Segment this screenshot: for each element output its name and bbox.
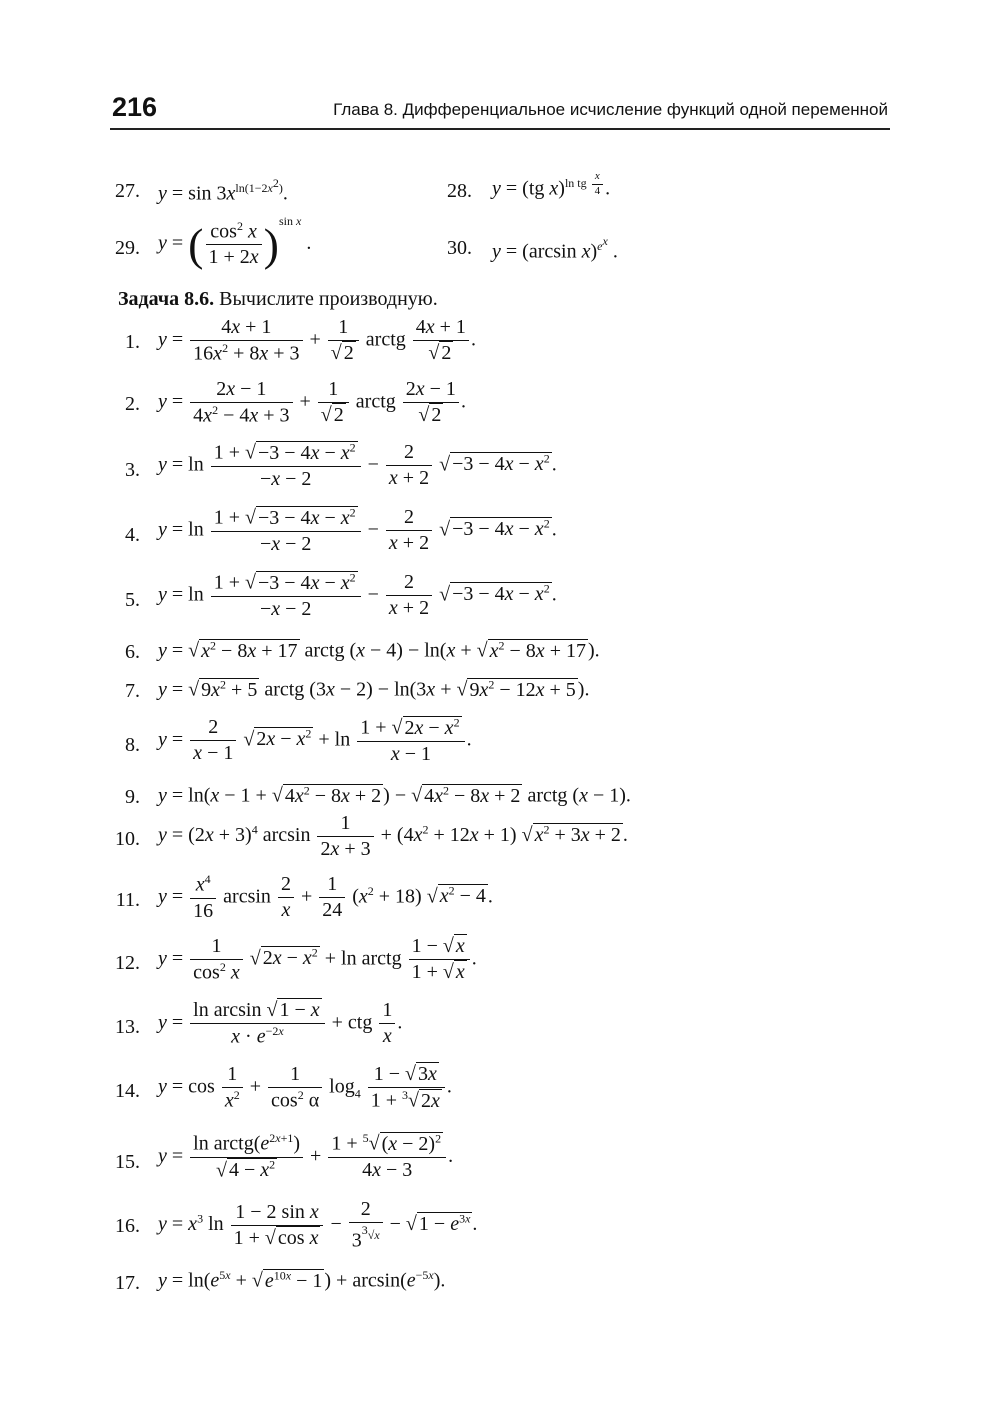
formula-17: $y = \ln(e^{5x}$ + √ $e^{10x} - 1$ ) + $\arcsin(e^{-5x})$.	[158, 1268, 446, 1292]
formula-28: y = (tg x)$^{ln tg \frac{x}{4}}$ .	[492, 170, 611, 200]
exercise-number: 16.	[115, 1215, 140, 1237]
exercise-number: 2.	[125, 393, 140, 415]
formula-30: y = (arcsin x)$^{e^x}$ .	[492, 234, 618, 263]
task-text: Вычислите производную.	[219, 288, 438, 310]
exercise-number: 3.	[125, 459, 140, 481]
formula-1: y = $\frac{4x + 1}{16x^2 + 8x + 3}$ + $\frac{1}{√ 2}$ arctg $\frac{4x + 1}{√ 2}$ .	[158, 316, 476, 365]
page-header	[110, 92, 890, 130]
formula-7: y = √ $9x^2 + 5$ arctg (3x − 2) − ln(3x + √ $9x^2 - 12x + 5$ ).	[158, 677, 590, 701]
exercise-number: 7.	[125, 680, 140, 702]
running-title: Глава 8. Дифференциальное исчисление функций одной переменной	[333, 100, 888, 119]
page-number: 216	[112, 92, 158, 122]
exercise-number: 5.	[125, 589, 140, 611]
formula-14: y = cos $\frac{1}{x^2}$ + $\frac{1}{\cos^2 \alpha}$ $\log_4$ $\frac{1 - √ 3x}{1 + ^3√ 2x}$ .	[158, 1063, 452, 1112]
formula-16: $y = x^3$ ln $\frac{\text{1 − 2 sin x}}{\text{1 + √ cos x}}$ − $\frac{2}{3^{^3√x}}$ − √ $1 - e^{3x}$ .	[158, 1198, 478, 1252]
exercise-number: 10.	[115, 828, 140, 850]
exercise-number: 13.	[115, 1016, 140, 1038]
formula-11: y = $\frac{x^4}{16}$ arcsin $\frac{2}{x}$ + $\frac{1}{24}$ $(x^2 + 18)$ √ $x^2 - 4$ .	[158, 872, 493, 922]
exercise-number: 27.	[115, 180, 140, 202]
exercise-number: 17.	[115, 1272, 140, 1294]
formula-8: y = $\frac{2}{x - 1}$ √ $2x - x^2 + \ln$ $\frac{1 + √ 2x - x^2}{x - 1}$ .	[158, 715, 472, 765]
formula-12: y = $\frac{1}{\cos^2 x}$ √ $2x - x^2 + \ln$ arctg $\frac{1 - √ x}{1 + √ x}$ .	[158, 935, 477, 984]
formula-29: y = ( $\frac{\cos^2 x}{1 + 2x}$ )$^{sin x}$ .	[158, 214, 312, 270]
task-label: Задача 8.6.	[118, 288, 215, 310]
exercise-number: 30.	[447, 237, 472, 259]
exercise-number: 1.	[125, 331, 140, 353]
formula-27: $y = \sin 3x^{ln(1-2x^2)}$.	[158, 176, 288, 205]
task-heading	[118, 288, 438, 311]
exercise-number: 14.	[115, 1080, 140, 1102]
formula-5: y = ln $\frac{1 + √ -3 - 4x - x^2}{-x - 2}$ − $\frac{2}{x + 2}$ √ $-3 - 4x - x^2$ .	[158, 570, 557, 620]
formula-3: y = ln $\frac{1 + √ -3 - 4x - x^2}{-x - 2}$ − $\frac{2}{x + 2}$ √ $-3 - 4x - x^2$ .	[158, 440, 557, 490]
exercise-number: 6.	[125, 641, 140, 663]
exercise-number: 29.	[115, 237, 140, 259]
exercise-number: 28.	[447, 180, 472, 202]
formula-15: y = $\frac{\ln arctg(e^{2x+1})}{√ 4 - x^2}$ + $\frac{1 + ^5√ (x - 2)^2}{4x - 3}$ .	[158, 1131, 454, 1182]
formula-9: y = ln(x − 1 + √ $4x^2 - 8x + 2$ ) − √ $4x^2 - 8x + 2$ arctg (x − 1).	[158, 783, 631, 807]
exercise-number: 9.	[125, 786, 140, 808]
formula-13: y = $\frac{\text{ln arcsin √ 1 − x}}{x \cdot e^{-2x}}$ + ctg $\frac{1}{x}$ .	[158, 999, 403, 1048]
exercise-number: 8.	[125, 734, 140, 756]
exercise-number: 15.	[115, 1151, 140, 1173]
formula-4: y = ln $\frac{1 + √ -3 - 4x - x^2}{-x - 2}$ − $\frac{2}{x + 2}$ √ $-3 - 4x - x^2$ .	[158, 505, 557, 555]
exercise-number: 11.	[115, 889, 140, 911]
formula-6: y = √ $x^2 - 8x + 17$ arctg (x − 4) − ln(x + √ $x^2 - 8x + 17$ ).	[158, 638, 600, 662]
exercise-number: 12.	[115, 952, 140, 974]
formula-10: $y = (2x + 3)^4$ arcsin $\frac{1}{2x + 3}$ + $(4x^2 + 12x + 1)$ √ $x^2 + 3x + 2$ .	[158, 812, 628, 860]
formula-2: y = $\frac{2x - 1}{4x^2 - 4x + 3}$ + $\frac{1}{√ 2}$ arctg $\frac{2x - 1}{√ 2}$ .	[158, 378, 466, 427]
exercise-number: 4.	[125, 524, 140, 546]
